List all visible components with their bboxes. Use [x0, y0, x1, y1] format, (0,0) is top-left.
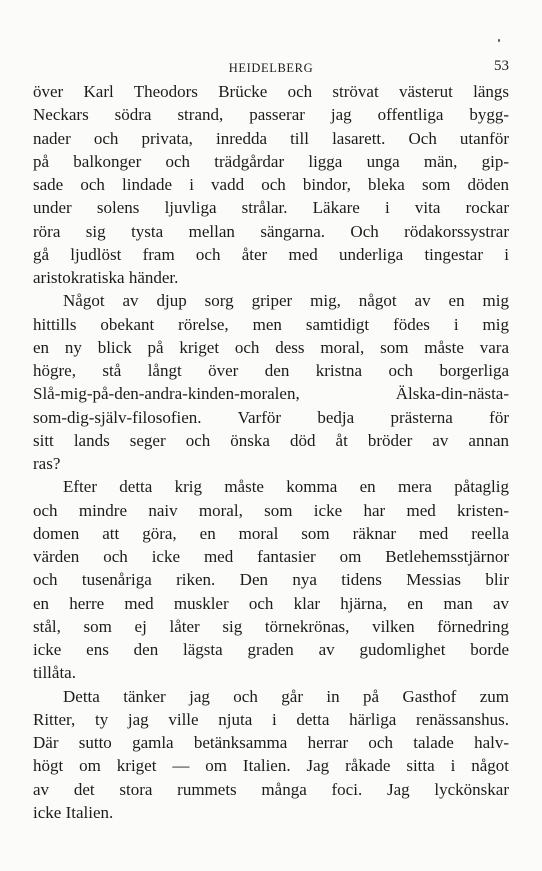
text-line: högt om kriget — om Italien. Jag råkade sitta i något: [33, 756, 509, 776]
text-line: Där sutto gamla betänksamma herrar och talade halv-: [33, 733, 509, 752]
text-line: Detta tänker jag och går in på Gasthof zum: [63, 686, 509, 706]
text-line: Efter detta krig måste komma en mera påtaglig: [63, 477, 509, 497]
text-line: av det stora rummets många foci. Jag lyckönskar: [33, 779, 509, 799]
page-number: 53: [494, 58, 509, 74]
running-head: [33, 58, 509, 80]
text-line: Ritter, ty jag ville njuta i detta härliga renässanshus.: [33, 709, 509, 729]
paragraph: [33, 80, 509, 289]
text-line: en ny blick på kriget och dess moral, som måste vara: [33, 337, 509, 357]
paragraph: [33, 685, 509, 825]
running-title: HEIDELBERG: [228, 61, 314, 75]
text-line: en herre med muskler och klar hjärna, en man av: [33, 593, 509, 613]
text-line: hittills obekant rörelse, men samtidigt födes i mig: [33, 314, 509, 334]
text-line: Något av djup sorg griper mig, något av en mig: [63, 291, 509, 311]
text-line: domen att göra, en moral som räknar med reella: [33, 523, 509, 543]
text-line: stål, som ej låter sig törnekrönas, vilken förnedring: [33, 616, 509, 636]
text-line: Neckars södra strand, passerar jag offentliga bygg-: [33, 105, 509, 125]
text-line: sitt lands seger och önska död åt bröder av annan: [33, 430, 509, 450]
text-line: och tusenåriga riken. Den nya tidens Messias blir: [33, 570, 509, 590]
text-line: tillåta.: [33, 663, 76, 683]
text-line: högre, stå långt över den kristna och borgerliga: [33, 361, 509, 380]
text-line: värden och icke med fantasier om Betlehemsstjärnor: [33, 547, 509, 566]
text-line: icke ens den lägsta graden av gudomlighet borde: [33, 640, 509, 659]
text-line: röra sig tysta mellan sängarna. Och rödakorssystrar: [33, 221, 509, 241]
body-text: [33, 80, 509, 824]
text-line: över Karl Theodors Brücke och strövat västerut längs: [33, 82, 509, 101]
paragraph: [33, 475, 509, 684]
text-line: sade och lindade i vadd och bindor, bleka som döden: [33, 175, 509, 194]
paragraph: [33, 289, 509, 475]
text-line: aristokratiska händer.: [33, 268, 179, 287]
text-line: under solens ljuvliga strålar. Läkare i vita rockar: [33, 198, 509, 218]
text-line: nader och privata, inredda till lasarett. Och utanför: [33, 128, 509, 148]
text-line: icke Italien.: [33, 802, 114, 822]
text-line: Slå-mig-på-den-andra-kinden-moralen, Älska-din-nästa-: [33, 384, 509, 404]
text-line: ras?: [33, 454, 61, 473]
text-line: som-dig-själv-filosofien. Varför bedja prästerna för: [33, 407, 509, 427]
text-line: och mindre naiv moral, som icke har med kristen-: [33, 500, 509, 520]
text-line: på balkonger och trädgårdar ligga unga män, gip-: [33, 151, 509, 171]
text-line: gå ljudlöst fram och åter med underliga tingestar i: [33, 244, 509, 264]
print-speck: [498, 39, 500, 42]
